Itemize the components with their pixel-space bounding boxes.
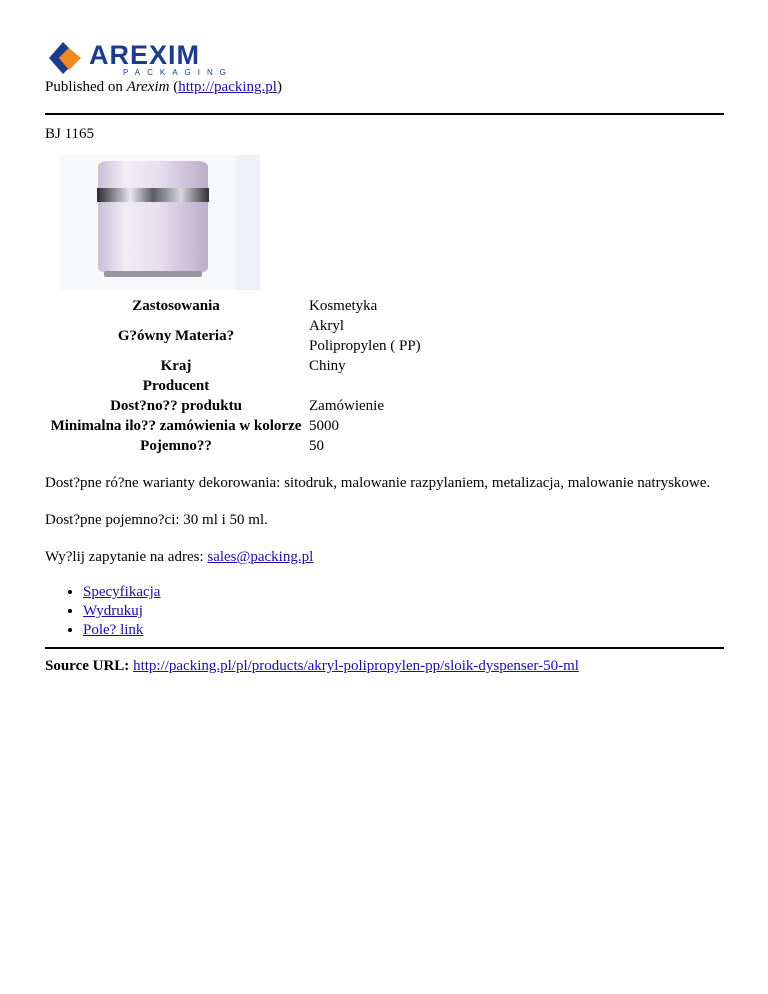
spec-value-line: Chiny <box>309 358 346 374</box>
capacities-paragraph: Dost?pne pojemno?ci: 30 ml i 50 ml. <box>45 512 268 528</box>
specification-link[interactable]: Specyfikacja <box>83 584 161 600</box>
spec-label: Minimalna ilo?? zamówienia w kolorze <box>50 418 302 434</box>
published-on-line <box>45 78 724 96</box>
arexim-logo[interactable] <box>45 40 235 78</box>
spec-value <box>307 416 423 436</box>
cosmetic-jar-icon <box>60 155 260 290</box>
logo-wordmark: AREXIM <box>89 40 201 70</box>
action-links <box>45 583 724 640</box>
table-row <box>45 396 423 416</box>
spec-value <box>307 356 423 376</box>
page <box>45 40 724 676</box>
spec-label: Dost?no?? produktu <box>110 398 242 414</box>
table-row <box>45 296 423 316</box>
spec-value-line: Kosmetyka <box>309 298 378 314</box>
spec-label: G?ówny Materia? <box>117 328 235 344</box>
spec-label: Zastosowania <box>132 298 220 314</box>
spec-value <box>307 376 423 396</box>
list-item <box>83 602 724 621</box>
spec-label: Producent <box>142 378 210 394</box>
published-close: ) <box>276 79 282 95</box>
recommend-link[interactable]: Pole? link <box>83 622 144 638</box>
published-open: ( <box>169 79 179 95</box>
spec-value <box>307 396 423 416</box>
logo-subtitle: PACKAGING <box>123 68 233 77</box>
source-url-link[interactable]: http://packing.pl/pl/products/akryl-polipropylen-pp/sloik-dyspenser-50-ml <box>133 658 579 674</box>
source-url-label: Source URL: <box>45 658 130 674</box>
spec-value-line: Akryl <box>309 318 344 334</box>
spec-value <box>307 296 423 316</box>
decoration-paragraph: Dost?pne ró?ne warianty dekorowania: sitodruk, malowanie razpylaniem, metalizacja, malowanie natryskowe. <box>45 475 711 491</box>
list-item <box>83 621 724 640</box>
product-image <box>60 155 260 290</box>
print-link[interactable]: Wydrukuj <box>83 603 143 619</box>
bottom-divider <box>45 647 724 649</box>
inquiry-paragraph <box>45 548 724 567</box>
table-row <box>45 436 423 456</box>
spec-value-line: Polipropylen ( PP) <box>309 338 421 354</box>
spec-value <box>307 316 423 356</box>
table-row <box>45 416 423 436</box>
published-site: Arexim <box>126 79 170 95</box>
table-row <box>45 356 423 376</box>
specs-table <box>45 296 423 456</box>
source-url-line <box>45 657 724 676</box>
table-row <box>45 316 423 356</box>
product-code: BJ 1165 <box>45 126 95 142</box>
spec-value-line: 5000 <box>309 418 339 434</box>
published-url-link[interactable]: http://packing.pl <box>178 79 277 95</box>
spec-label: Kraj <box>160 358 192 374</box>
logo-mark-icon <box>45 40 85 76</box>
table-row <box>45 376 423 396</box>
sales-email-link[interactable]: sales@packing.pl <box>207 549 314 565</box>
spec-value <box>307 436 423 456</box>
spec-value-line: 50 <box>309 438 324 454</box>
published-prefix: Published on <box>45 79 127 95</box>
spec-value-line: Zamówienie <box>309 398 384 414</box>
top-divider <box>45 113 724 115</box>
list-item <box>83 583 724 602</box>
spec-label: Pojemno?? <box>140 438 212 454</box>
inquiry-prefix: Wy?lij zapytanie na adres: <box>45 549 208 565</box>
